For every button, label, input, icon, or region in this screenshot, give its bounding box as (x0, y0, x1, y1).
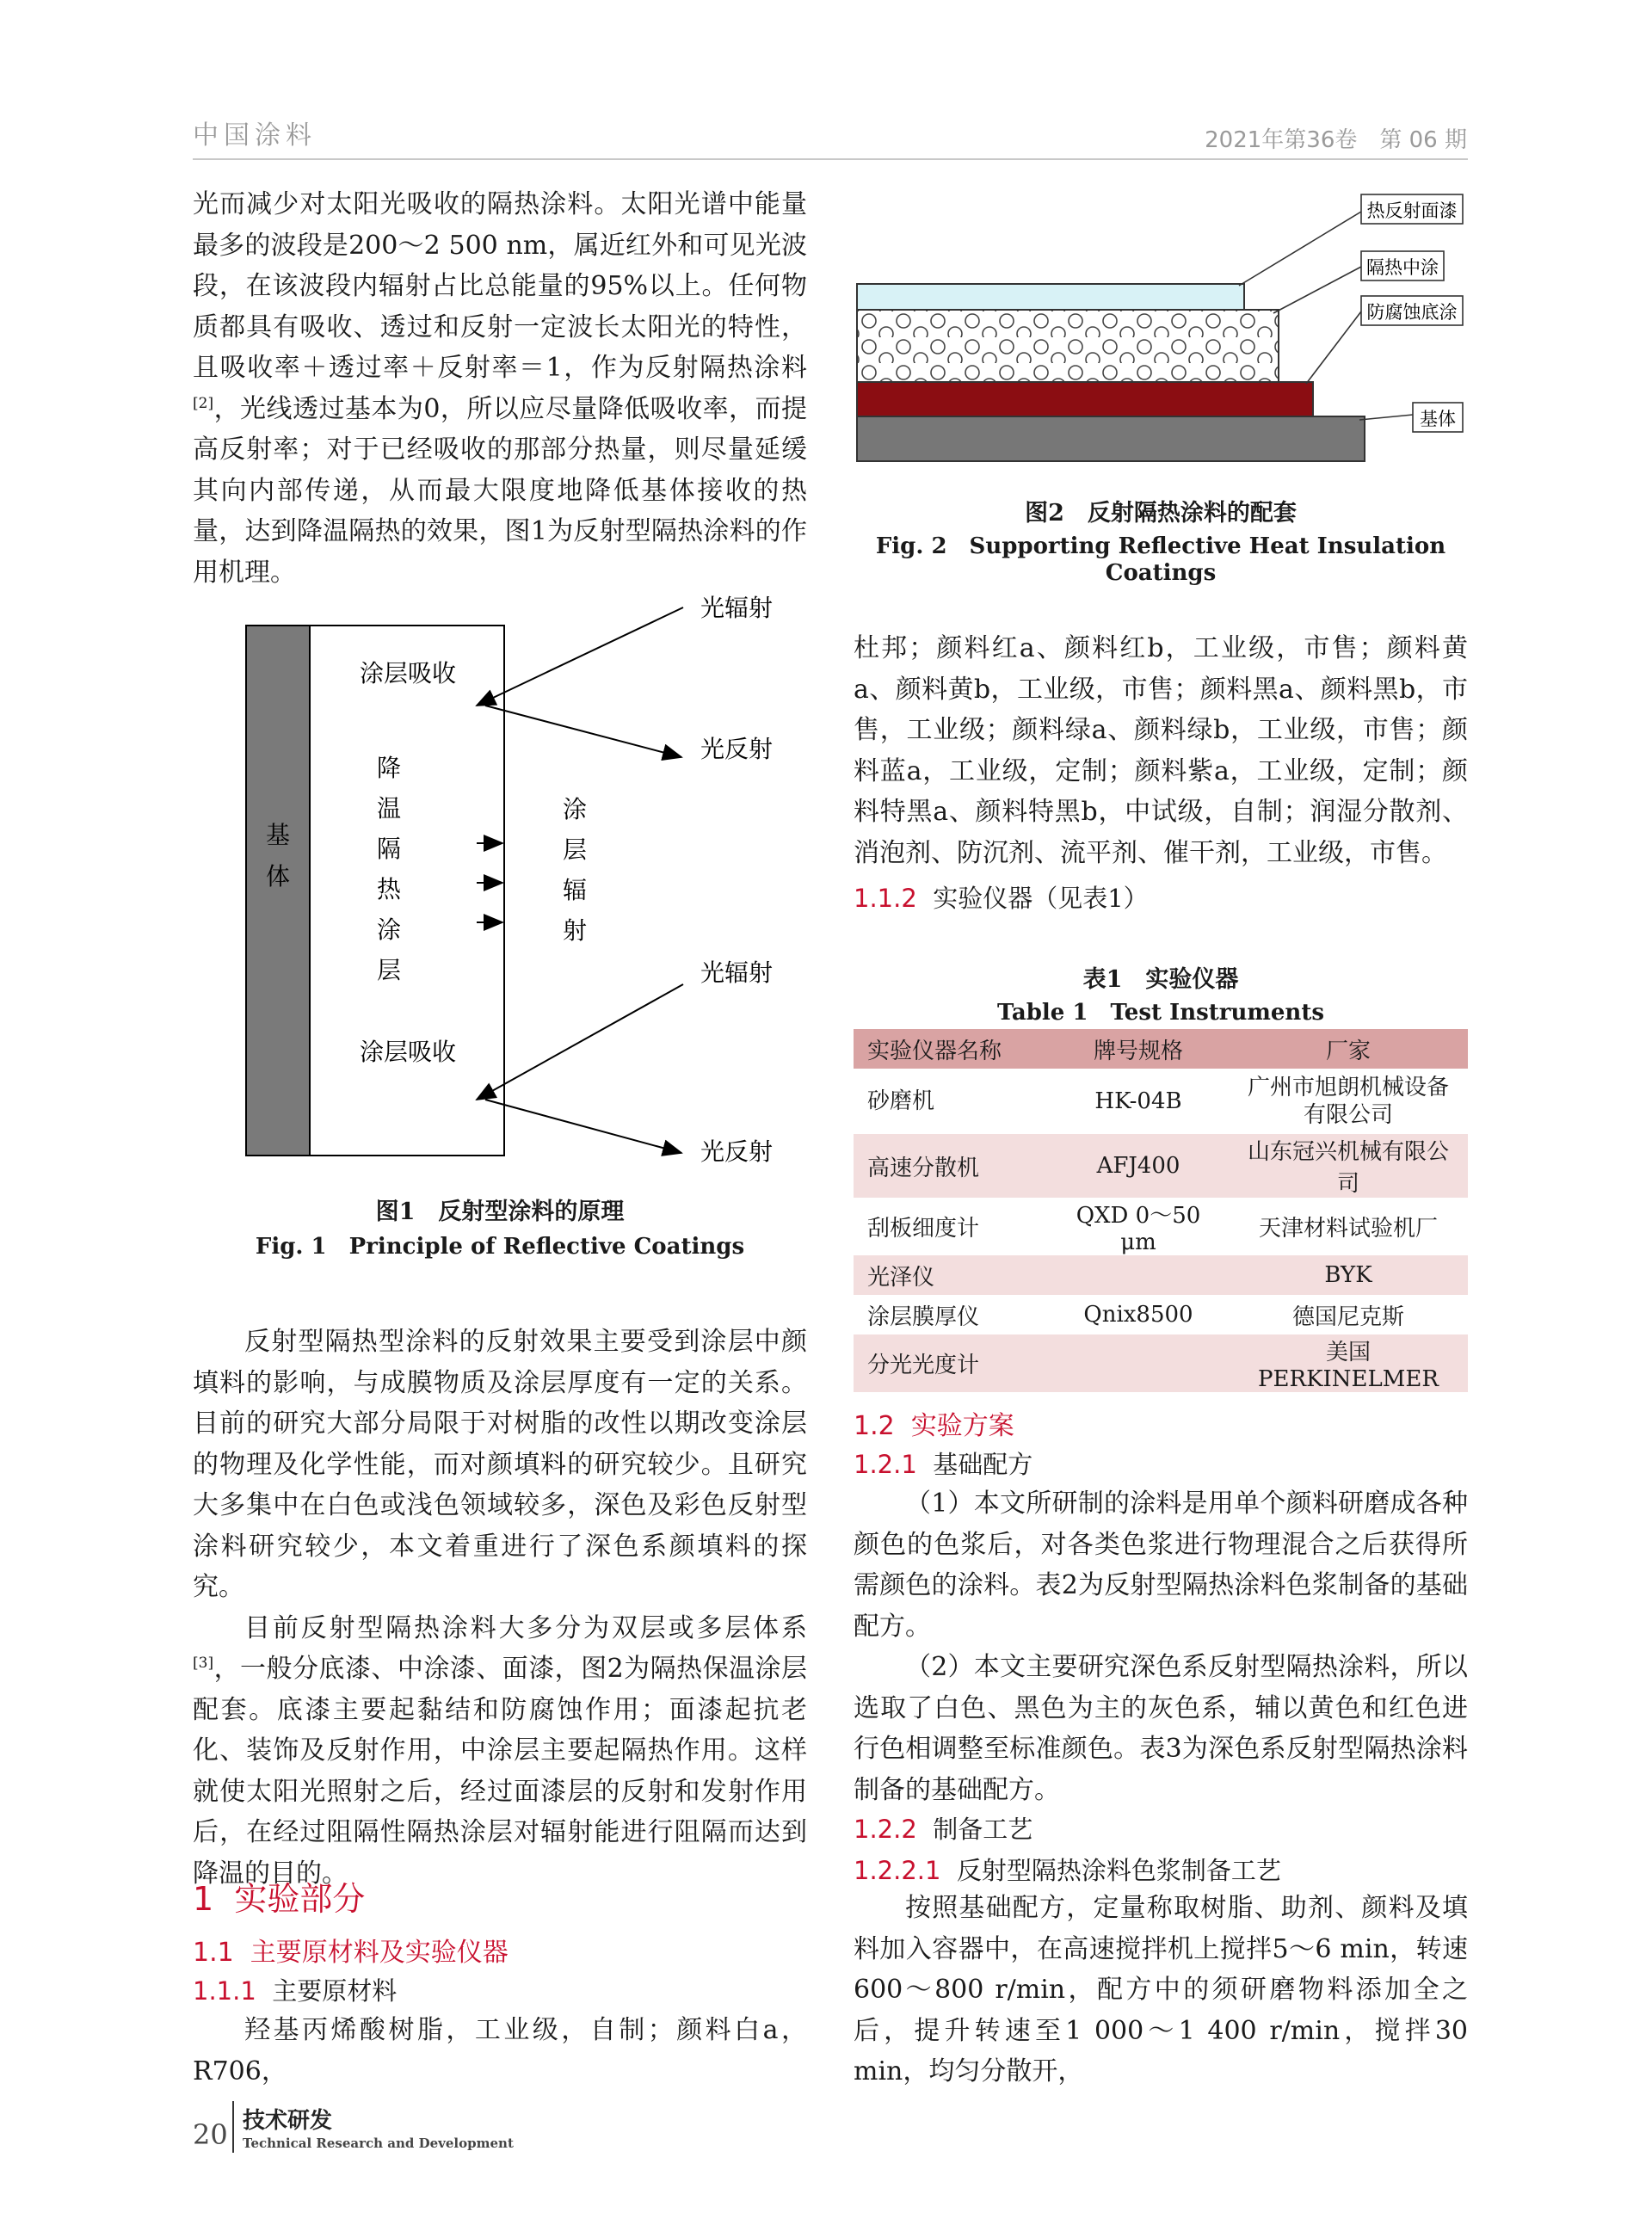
table-row: 光泽仪 BYK (854, 1255, 1468, 1295)
subsubsection-heading-1-2-2-1: 1.2.2.1 反射型隔热涂料色浆制备工艺 (854, 1856, 1281, 1885)
layer-topcoat (857, 284, 1244, 310)
absorb-bottom-label: 涂层吸收 (359, 1038, 457, 1066)
issue-info: 2021年第36卷 第 06 期 (1205, 127, 1467, 153)
right-last-paragraph: 按照基础配方，定量称取树脂、助剂、颜料及填料加入容器中，在高速搅拌机上搅拌5～6 min，转速600～800 r/min，配方中的须研磨物料添加全之后，提升转速至1 000～1 400 r/min，搅拌30 min，均匀分散开， (854, 1893, 1468, 2086)
light-out-bottom-label: 光反射 (700, 1137, 774, 1166)
light-in-bottom-label: 光辐射 (700, 958, 774, 987)
intro-paragraph: 光而减少对太阳光吸收的隔热涂料。太阳光谱中能量最多的波段是200～2 500 nm，属近红外和可见光波段，在该波段内辐射占比总能量的95%以上。任何物质都具有吸收、透过和反射一定波长太阳光的特性，且吸收率＋透过率＋反射率＝1，作为反射隔热涂料[2]，光线透过基本为0，所以应尽量降低吸收率，而提高反射率；对于已经吸收的那部分热量，则尽量延缓其向内部传递，从而最大限度地降低基体接收的热量，达到降温隔热的效果，图1为反射型隔热涂料的作用机理。 (193, 189, 807, 588)
vertical-char: 隔 (376, 835, 402, 863)
figure-1-caption-en: Fig. 1 Principle of Reflective Coatings (255, 1234, 745, 1260)
header-divider (193, 158, 1468, 160)
section-heading-1: 1 实验部分 (193, 1880, 366, 1918)
layer-primer (857, 382, 1313, 416)
label-primer: 防腐蚀底涂 (1366, 302, 1458, 323)
substrate-char-2: 体 (265, 862, 291, 891)
table-row: 砂磨机 HK-04B 广州市旭朗机械设备有限公司 (867, 1075, 1449, 1128)
vertical-char: 辐 (562, 876, 588, 904)
vertical-char: 涂 (562, 795, 588, 823)
table-1 (854, 1029, 1468, 1392)
table-header-row: 实验仪器名称 牌号规格 厂家 (854, 1029, 1468, 1069)
left-last-paragraph: 羟基丙烯酸树脂，工业级，自制；颜料白a，R706， (193, 2015, 807, 2086)
figure-2-caption-en: Fig. 2 Supporting Reflective Heat Insulation Coatings (875, 533, 1446, 586)
subsection-heading-1-1: 1.1 主要原材料及实验仪器 (193, 1938, 509, 1968)
layer-insulation (857, 310, 1279, 382)
subsubsection-heading-1-2-2: 1.2.2 制备工艺 (854, 1815, 1033, 1844)
subsubsection-heading-1-2-1: 1.2.1 基础配方 (854, 1450, 1033, 1479)
table-row: 分光光度计 美国PERKINELMER (854, 1334, 1468, 1392)
label-substrate: 基体 (1420, 409, 1456, 429)
absorb-top-label: 涂层吸收 (359, 659, 457, 687)
subsubsection-heading-1-1-1: 1.1.1 主要原材料 (193, 1976, 398, 2006)
reflected-ray-bottom (485, 1100, 681, 1153)
figure-2-diagram (852, 182, 1471, 475)
right-upper-paragraph: 杜邦；颜料红a、颜料红b，工业级，市售；颜料黄a、颜料黄b，工业级，市售；颜料黑a、颜料黑b，市售，工业级；颜料绿a、颜料绿b，工业级，市售；颜料蓝a，工业级，定制；颜料紫a，工业级，定制；颜料特黑a、颜料特黑b，中试级，自制；润湿分散剂、消泡剂、防沉剂、流平剂、催干剂，工业级，市售。 (854, 633, 1468, 868)
table-row: 高速分散机 AFJ400 山东冠兴机械有限公司 (854, 1134, 1468, 1198)
reflected-ray-top (485, 706, 681, 757)
footer-section-en: Technical Research and Development (243, 2136, 514, 2151)
vertical-char: 温 (376, 794, 402, 823)
label-insulation: 隔热中涂 (1366, 257, 1439, 278)
citation-2: [2] (193, 394, 214, 412)
paragraph: 反射型隔热型涂料的反射效果主要受到涂层中颜填料的影响，与成膜物质及涂层厚度有一定的关系。目前的研究大部分局限于对树脂的改性以期改变涂层的物理及化学性能，而对颜填料的研究较少。且研究大多集中在白色或浅色领域较多，深色及彩色反射型涂料研究较少，本文着重进行了深色系颜填料的探究。 (193, 1327, 807, 1602)
table-1-caption-cn: 表1 实验仪器 (1082, 966, 1239, 993)
journal-name: 中国涂料 (193, 120, 317, 151)
vertical-char: 热 (376, 875, 402, 903)
vertical-char: 涂 (376, 915, 402, 944)
figure-1-caption-cn: 图1 反射型涂料的原理 (375, 1199, 625, 1225)
right-formula-block: （1）本文所研制的涂料是用单个颜料研磨成各种颜色的色浆后，对各类色浆进行物理混合之后获得所需颜色的涂料。表2为反射型隔热涂料色浆制备的基础配方。 （2）本文主要研究深色系反射型隔热涂料，所以选取了白色、黑色为主的灰色系，辅以黄色和红色进行色相调整至标准颜色。表3为深色系反射型隔热涂料制备的基础配方。 (854, 1488, 1468, 1805)
table-1-caption-en: Table 1 Test Instruments (997, 1000, 1324, 1026)
substrate-char-1: 基 (265, 821, 291, 849)
table-row: 刮板细度计 QXD 0～50 μm 天津材料试验机厂 (867, 1203, 1438, 1255)
footer-divider (232, 2101, 234, 2153)
left-intro-block (193, 184, 807, 593)
layer-substrate (857, 416, 1365, 461)
light-out-top-label: 光反射 (700, 735, 774, 763)
light-in-top-label: 光辐射 (700, 594, 774, 622)
vertical-char: 层 (376, 956, 402, 984)
citation-3: [3] (193, 1655, 214, 1672)
vertical-char: 层 (562, 835, 588, 864)
vertical-char: 射 (562, 916, 588, 945)
subsubsection-heading-1-1-2: 1.1.2 实验仪器（见表1） (854, 884, 1149, 913)
figure-2-caption-cn: 图2 反射隔热涂料的配套 (1025, 500, 1297, 527)
page-number: 20 (193, 2118, 228, 2151)
paragraph: 目前反射型隔热涂料大多分为双层或多层体系[3]，一般分底漆、中涂漆、面漆，图2为隔热保温涂层配套。底漆主要起黏结和防腐蚀作用；面漆起抗老化、装饰及反射作用，中涂层主要起隔热作用。这样就使太阳光照射之后，经过面漆层的反射和发射作用后，在经过阻隔性隔热涂层对辐射能进行阻隔而达到降温的目的。 (193, 1612, 807, 1889)
radiation-vertical-label (563, 795, 587, 945)
vertical-char: 降 (376, 754, 402, 782)
footer-section-cn: 技术研发 (243, 2108, 333, 2134)
table-row: 涂层膜厚仪 Qnix8500 德国尼克斯 (867, 1302, 1404, 1330)
substrate-bar (246, 626, 310, 1156)
figure-1-diagram (193, 585, 807, 1213)
incoming-ray-top (477, 607, 683, 706)
incoming-ray-bottom (477, 984, 683, 1100)
label-topcoat: 热反射面漆 (1366, 200, 1458, 221)
subsection-heading-1-2: 1.2 实验方案 (854, 1411, 1014, 1441)
left-lower-block (193, 1322, 807, 1894)
